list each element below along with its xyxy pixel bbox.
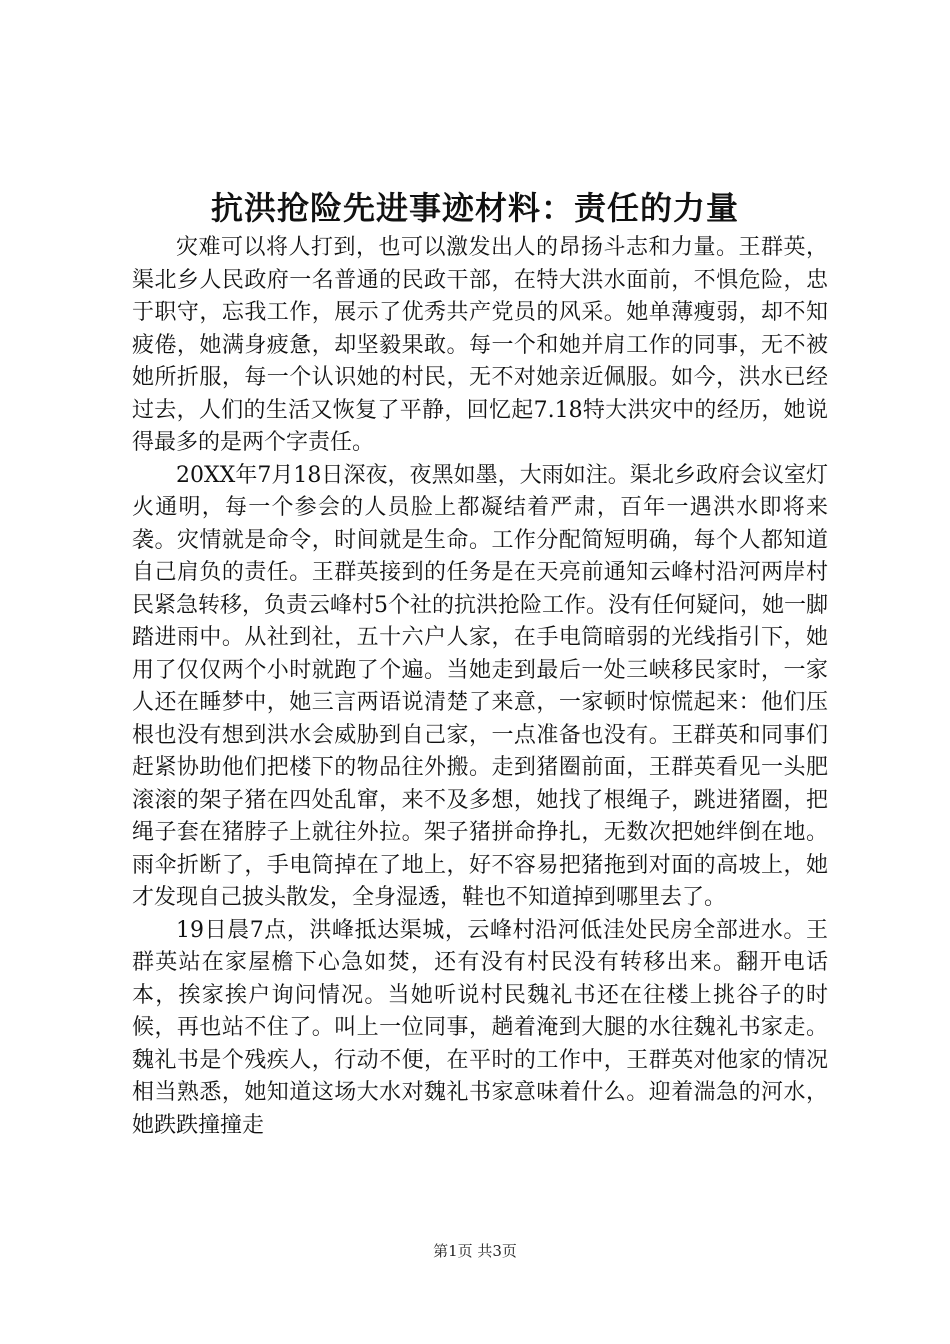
paragraph-3: 19日晨7点，洪峰抵达渠城，云峰村沿河低洼处民房全部进水。王群英站在家屋檐下心急如焚，还有没有村民没有转移出来。翻开电话本，挨家挨户询问情况。当她听说村民魏礼书还在往楼上挑谷子的时候，再也站不住了。叫上一位同事，趟着淹到大腿的水往魏礼书家走。魏礼书是个残疾人，行动不便，在平时的工作中，王群英对他家的情况相当熟悉，她知道这场大水对魏礼书家意味着什么。迎着湍急的河水，她跌跌撞撞走 bbox=[132, 917, 828, 1138]
document-title: 抗洪抢险先进事迹材料：责任的力量 bbox=[210, 189, 739, 227]
document-body bbox=[132, 232, 828, 1142]
page-footer: 第1页 共3页 bbox=[433, 1242, 517, 1260]
paragraph-2: 20XX年7月18日深夜，夜黑如墨，大雨如注。渠北乡政府会议室灯火通明，每一个参会的人员脸上都凝结着严肃，百年一遇洪水即将来袭。灾情就是命令，时间就是生命。工作分配简短明确，每个人都知道自己肩负的责任。王群英接到的任务是在天亮前通知云峰村沿河两岸村民紧急转移，负责云峰村5个社的抗洪抢险工作。没有任何疑问，她一脚踏进雨中。从社到社，五十六户人家，在手电筒暗弱的光线指引下，她用了仅仅两个小时就跑了个遍。当她走到最后一处三峡移民家时，一家人还在睡梦中，她三言两语说清楚了来意，一家顿时惊慌起来：他们压根也没有想到洪水会威胁到自己家，一点准备也没有。王群英和同事们赶紧协助他们把楼下的物品往外搬。走到猪圈前面，王群英看见一头肥滚滚的架子猪在四处乱窜，来不及多想，她找了根绳子，跳进猪圈，把绳子套在猪脖子上就往外拉。架子猪拼命挣扎，无数次把她绊倒在地。雨伞折断了，手电筒掉在了地上，好不容易把猪拖到对面的高坡上，她才发现自己披头散发，全身湿透，鞋也不知道掉到哪里去了。 bbox=[132, 462, 828, 910]
paragraph-1: 灾难可以将人打到，也可以激发出人的昂扬斗志和力量。王群英，渠北乡人民政府一名普通的民政干部，在特大洪水面前，不惧危险，忠于职守，忘我工作，展示了优秀共产党员的风采。她单薄瘦弱，却不知疲倦，她满身疲惫，却坚毅果敢。每一个和她并肩工作的同事，无不被她所折服，每一个认识她的村民，无不对她亲近佩服。如今，洪水已经过去，人们的生活又恢复了平静，回忆起7.18特大洪灾中的经历，她说得最多的是两个字责任。 bbox=[132, 235, 828, 455]
